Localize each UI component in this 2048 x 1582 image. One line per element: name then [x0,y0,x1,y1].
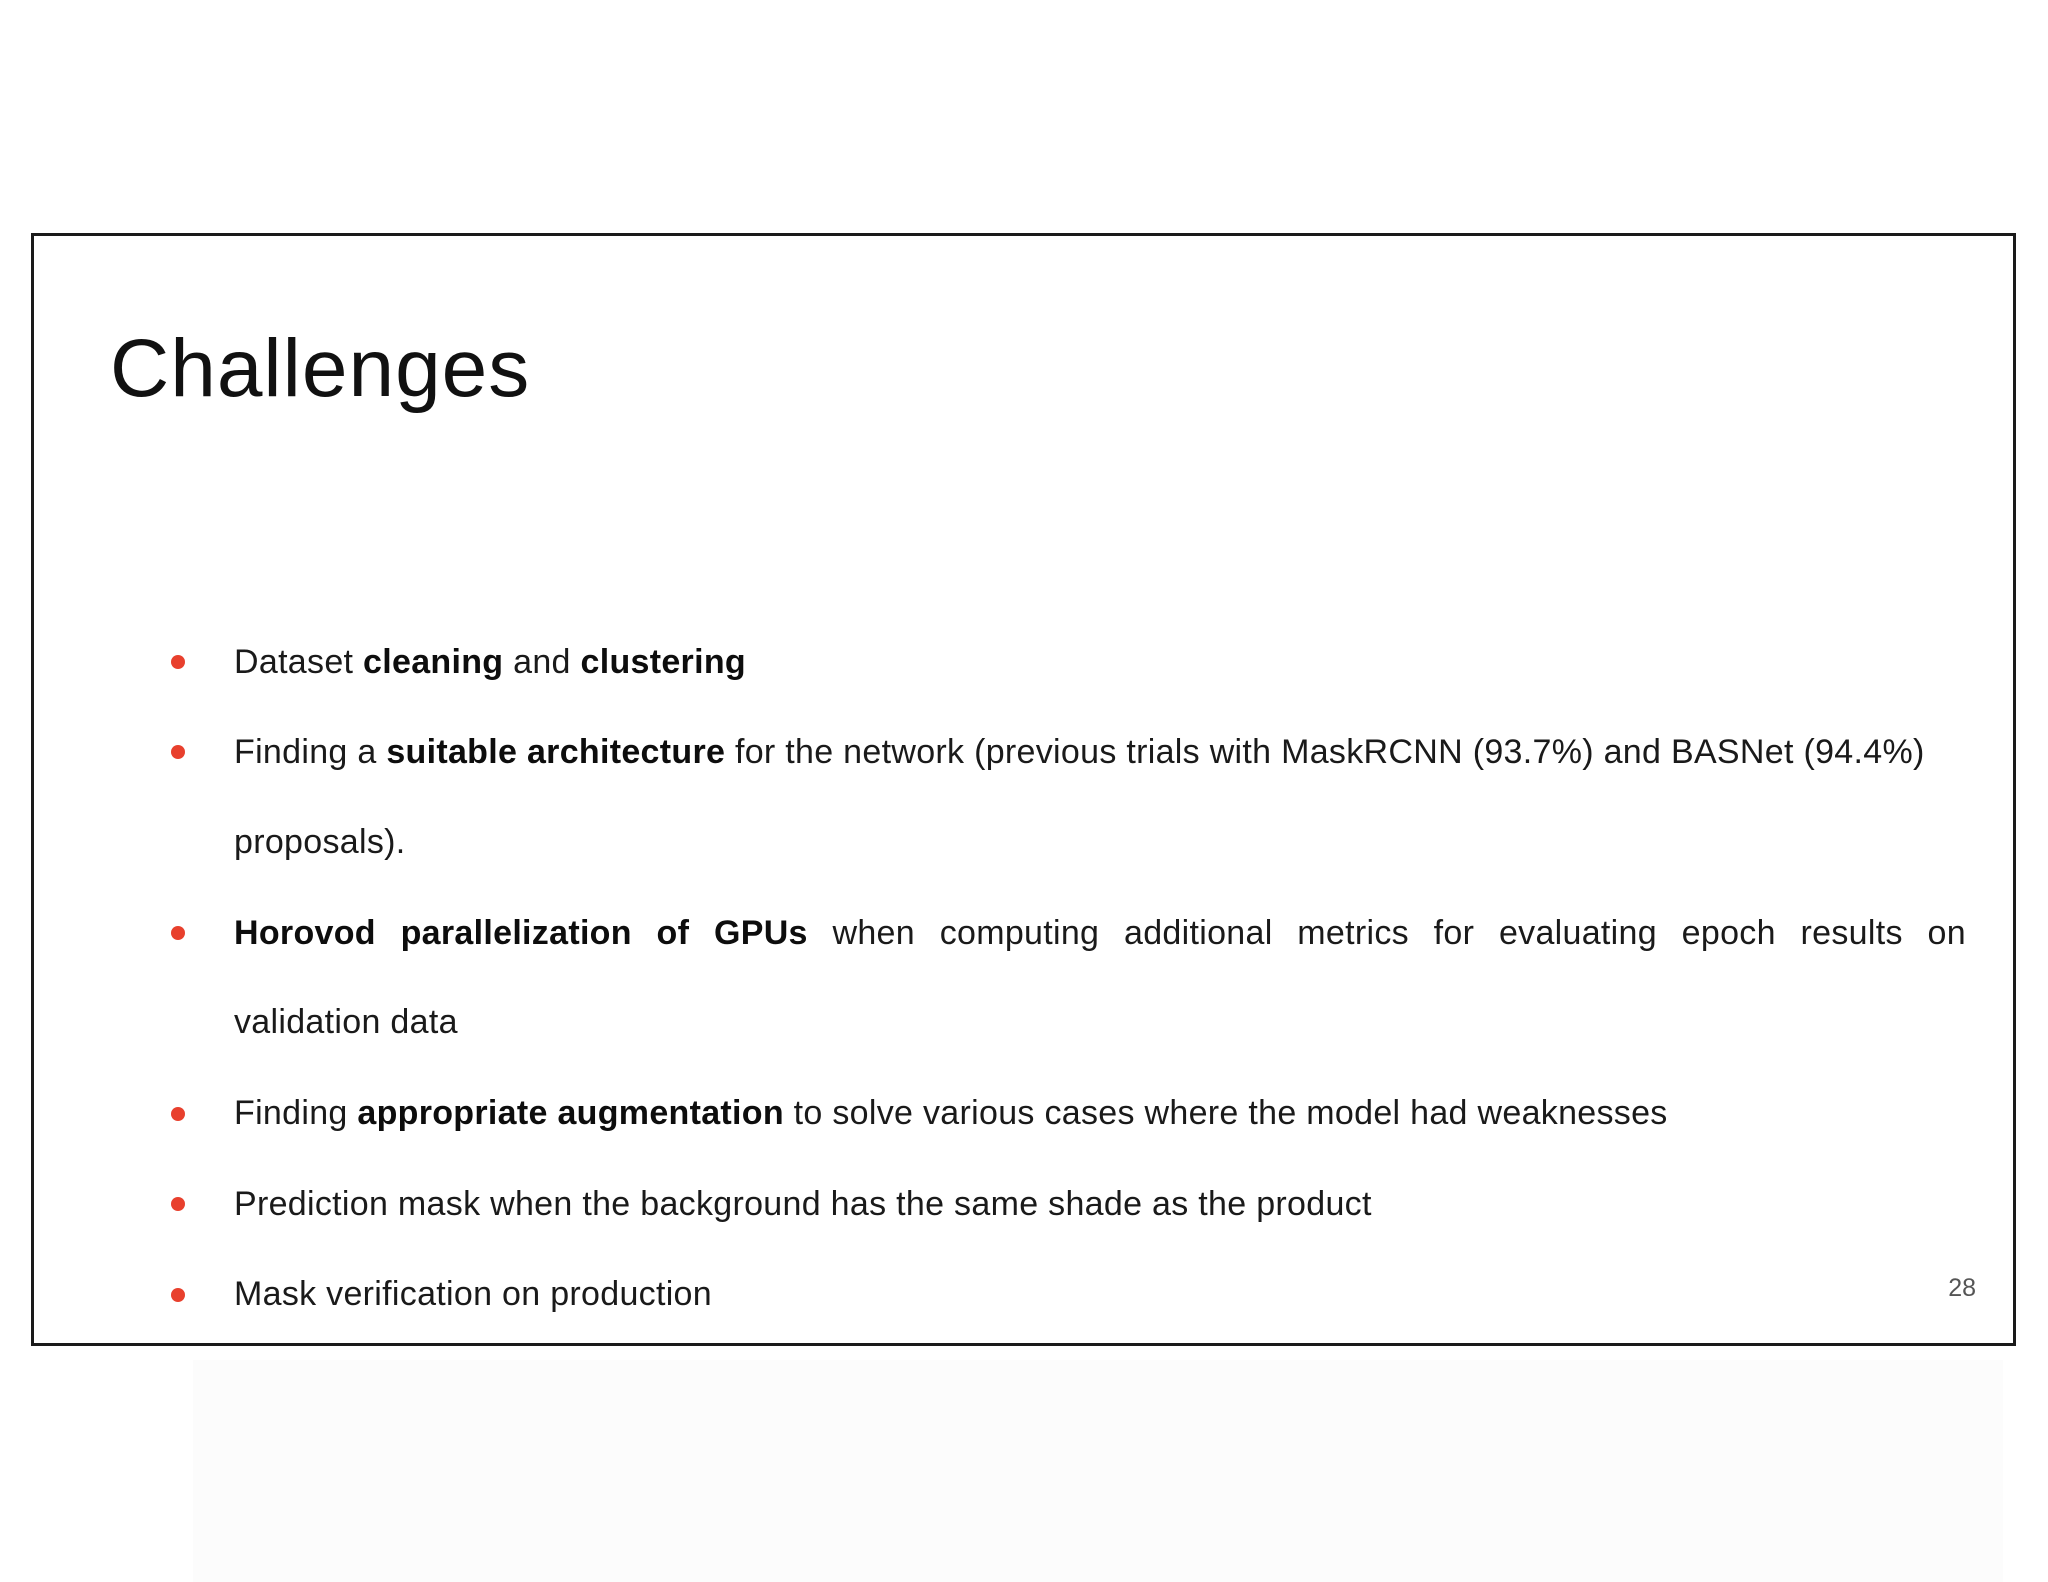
text-segment: Mask verification on production [234,1275,712,1313]
word: additional [1123,914,1273,952]
bold-word: Horovod [234,914,376,952]
background-shade [193,1360,2003,1582]
bullet-3-line-1 [234,913,1966,953]
bullet-3-line-2: validation data [234,1003,458,1041]
bold-word: of [656,914,690,952]
bullet-dot-icon [171,1197,185,1211]
page-number: 28 [1948,1274,1976,1302]
bullet-dot-icon [171,745,185,759]
bold-phrase: suitable architecture [386,733,726,771]
bullet-2-line-2: proposals). [234,823,406,861]
word: metrics [1297,914,1409,952]
bold-phrase: appropriate augmentation [357,1094,784,1132]
word: results [1800,914,1903,952]
bold-word: GPUs [713,914,808,952]
text-segment: Prediction mask when the background has the same shade as the product [234,1185,1372,1223]
bullet-dot-icon [171,1107,185,1121]
word: when [832,914,915,952]
word: epoch [1681,914,1776,952]
text-segment: and [503,643,581,681]
bullet-5-line-1 [234,1184,1966,1224]
word: on [1927,914,1966,952]
bullet-4-line-1 [234,1093,1966,1133]
word: for [1433,914,1475,952]
bullet-dot-icon [171,1288,185,1302]
slide-title: Challenges [110,323,531,414]
bullet-6-line-1 [234,1274,1966,1314]
bullet-dot-icon [171,926,185,940]
word: computing [939,914,1100,952]
bullet-1-line-1 [234,642,1966,682]
bullet-2-line-1 [234,732,1966,772]
text-segment: Finding a [234,733,387,771]
bullet-dot-icon [171,655,185,669]
text-segment: Finding [234,1094,358,1132]
slide-frame [31,233,2016,1346]
text-segment: Dataset [234,643,364,681]
text-segment: to solve various cases where the model had weaknesses [783,1094,1668,1132]
text-segment: for the network (previous trials with MaskRCNN (93.7%) and BASNet (94.4%) [725,733,1925,771]
bullet-list [34,236,2013,1343]
bold-phrase: cleaning [363,643,504,681]
word: evaluating [1498,914,1657,952]
bold-word: parallelization [400,914,632,952]
bold-phrase: clustering [580,643,746,681]
